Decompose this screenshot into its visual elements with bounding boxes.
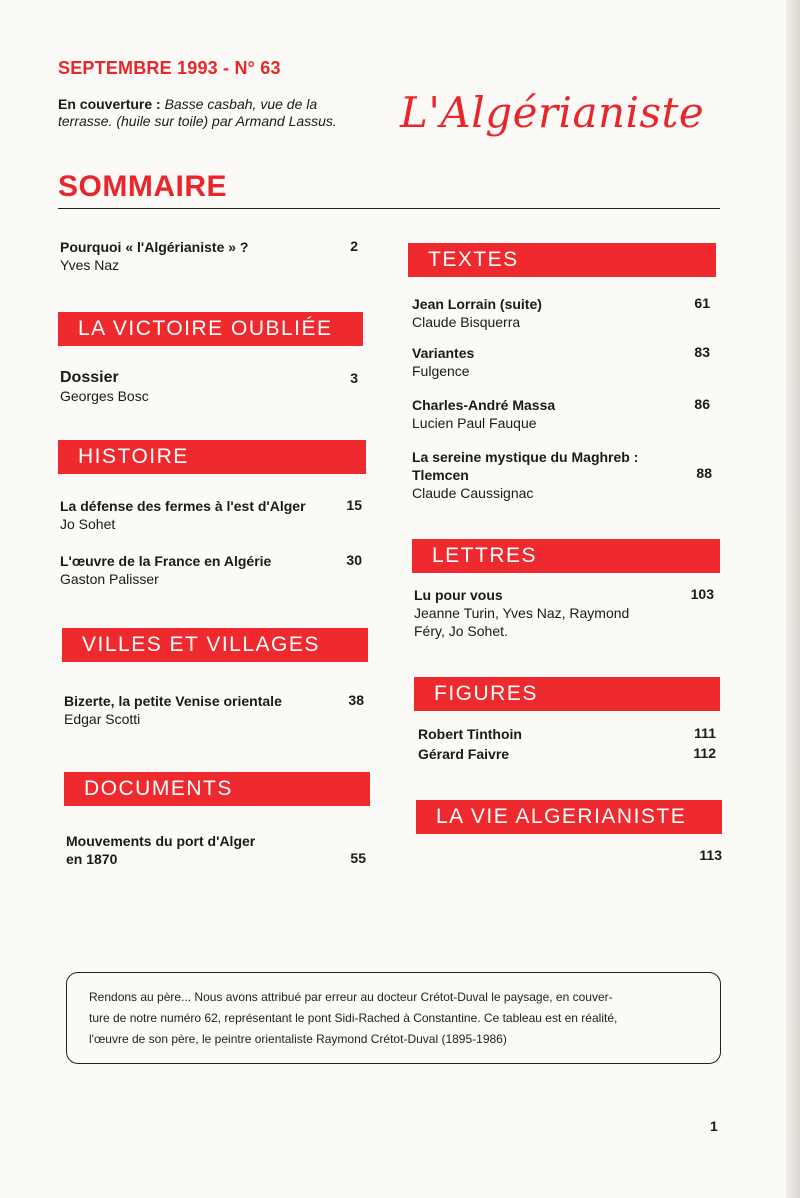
note-line: ture de notre numéro 62, représentant le pont Sidi-Rached à Constantine. Ce tableau est en réalité, bbox=[89, 1011, 618, 1025]
entry-page: 38 bbox=[348, 692, 364, 708]
toc-entry-lorrain[interactable] bbox=[412, 295, 672, 331]
entry-page: 30 bbox=[346, 552, 362, 568]
toc-entry-tlemcen[interactable] bbox=[412, 448, 682, 502]
entry-author: Lucien Paul Fauque bbox=[412, 415, 537, 431]
issue-date: SEPTEMBRE 1993 - N° 63 bbox=[58, 58, 281, 78]
entry-author-line1: Jeanne Turin, Yves Naz, Raymond bbox=[414, 605, 630, 621]
entry-title: Gérard Faivre bbox=[418, 746, 510, 762]
entry-author: Claude Caussignac bbox=[412, 485, 534, 501]
entry-author: Fulgence bbox=[412, 363, 470, 379]
section-banner-documents: DOCUMENTS bbox=[64, 772, 370, 806]
entry-title: Robert Tinthoin bbox=[418, 726, 522, 742]
entry-page: 55 bbox=[350, 850, 366, 866]
entry-page: 103 bbox=[690, 586, 714, 602]
entry-author: Georges Bosc bbox=[60, 388, 149, 404]
title-divider bbox=[58, 208, 720, 209]
entry-page: 2 bbox=[350, 238, 358, 254]
entry-page: 15 bbox=[346, 497, 362, 513]
entry-author: Yves Naz bbox=[60, 257, 120, 273]
toc-entry-tinthoin[interactable] bbox=[418, 725, 668, 743]
entry-author: Jo Sohet bbox=[60, 516, 116, 532]
cover-caption bbox=[58, 96, 358, 130]
entry-author: Gaston Palisser bbox=[60, 571, 159, 587]
entry-title-line1: Mouvements du port d'Alger bbox=[66, 833, 256, 849]
entry-author: Edgar Scotti bbox=[64, 711, 141, 727]
entry-author: Claude Bisquerra bbox=[412, 314, 521, 330]
section-banner-vie: LA VIE ALGERIANISTE bbox=[416, 800, 722, 834]
note-line: Rendons au père... Nous avons attribué par erreur au docteur Crétot-Duval le paysage, en couver- bbox=[89, 990, 613, 1004]
section-banner-textes: TEXTES bbox=[408, 243, 716, 277]
toc-entry-massa[interactable] bbox=[412, 396, 672, 432]
sommaire-title: SOMMAIRE bbox=[58, 170, 227, 203]
entry-page: 113 bbox=[699, 847, 722, 863]
entry-title: Pourquoi « l'Algérianiste » ? bbox=[60, 239, 249, 255]
correction-note bbox=[66, 972, 721, 1064]
toc-entry-oeuvre[interactable] bbox=[60, 552, 330, 588]
entry-title: La défense des fermes à l'est d'Alger bbox=[60, 498, 306, 514]
entry-title: L'œuvre de la France en Algérie bbox=[60, 553, 272, 569]
entry-title: Lu pour vous bbox=[414, 587, 503, 603]
entry-title: Jean Lorrain (suite) bbox=[412, 296, 542, 312]
section-banner-victoire: LA VICTOIRE OUBLIÉE bbox=[58, 312, 363, 346]
entry-title: Dossier bbox=[60, 369, 119, 386]
section-banner-lettres: LETTRES bbox=[412, 539, 720, 573]
toc-entry-lu-pour-vous[interactable] bbox=[414, 586, 684, 640]
page-number: 1 bbox=[710, 1118, 718, 1134]
entry-page: 88 bbox=[696, 465, 712, 481]
toc-entry-faivre[interactable] bbox=[418, 745, 668, 763]
entry-title: Variantes bbox=[412, 345, 475, 361]
section-banner-histoire: HISTOIRE bbox=[58, 440, 366, 474]
entry-title-line2: en 1870 bbox=[66, 851, 118, 867]
note-line: l'œuvre de son père, le peintre orientaliste Raymond Crétot-Duval (1895-1986) bbox=[89, 1032, 507, 1046]
toc-entry-mouvements[interactable] bbox=[66, 832, 326, 868]
cover-description: Basse casbah, vue de la terrasse. (huile sur toile) par Armand Lassus. bbox=[58, 96, 337, 129]
page-edge bbox=[786, 0, 800, 1198]
toc-entry-defense[interactable] bbox=[60, 497, 345, 533]
entry-author-line2: Féry, Jo Sohet. bbox=[414, 623, 508, 639]
entry-page: 61 bbox=[694, 295, 710, 311]
entry-page: 111 bbox=[694, 725, 716, 741]
entry-title-line1: La sereine mystique du Maghreb : bbox=[412, 449, 639, 465]
entry-title-line2: Tlemcen bbox=[412, 467, 469, 483]
entry-title: Charles-André Massa bbox=[412, 397, 556, 413]
toc-entry-intro[interactable] bbox=[60, 238, 330, 274]
toc-entry-dossier[interactable] bbox=[60, 369, 320, 405]
cover-lead: En couverture : bbox=[58, 96, 161, 112]
entry-page: 112 bbox=[693, 745, 716, 761]
section-banner-figures: FIGURES bbox=[414, 677, 720, 711]
toc-entry-variantes[interactable] bbox=[412, 344, 672, 380]
entry-title: Bizerte, la petite Venise orientale bbox=[64, 693, 282, 709]
toc-entry-bizerte[interactable] bbox=[64, 692, 334, 728]
entry-page: 86 bbox=[694, 396, 710, 412]
entry-page: 3 bbox=[350, 370, 358, 386]
entry-page: 83 bbox=[694, 344, 710, 360]
magazine-logo: L'Algérianiste bbox=[400, 88, 705, 137]
section-banner-villes: VILLES ET VILLAGES bbox=[62, 628, 368, 662]
